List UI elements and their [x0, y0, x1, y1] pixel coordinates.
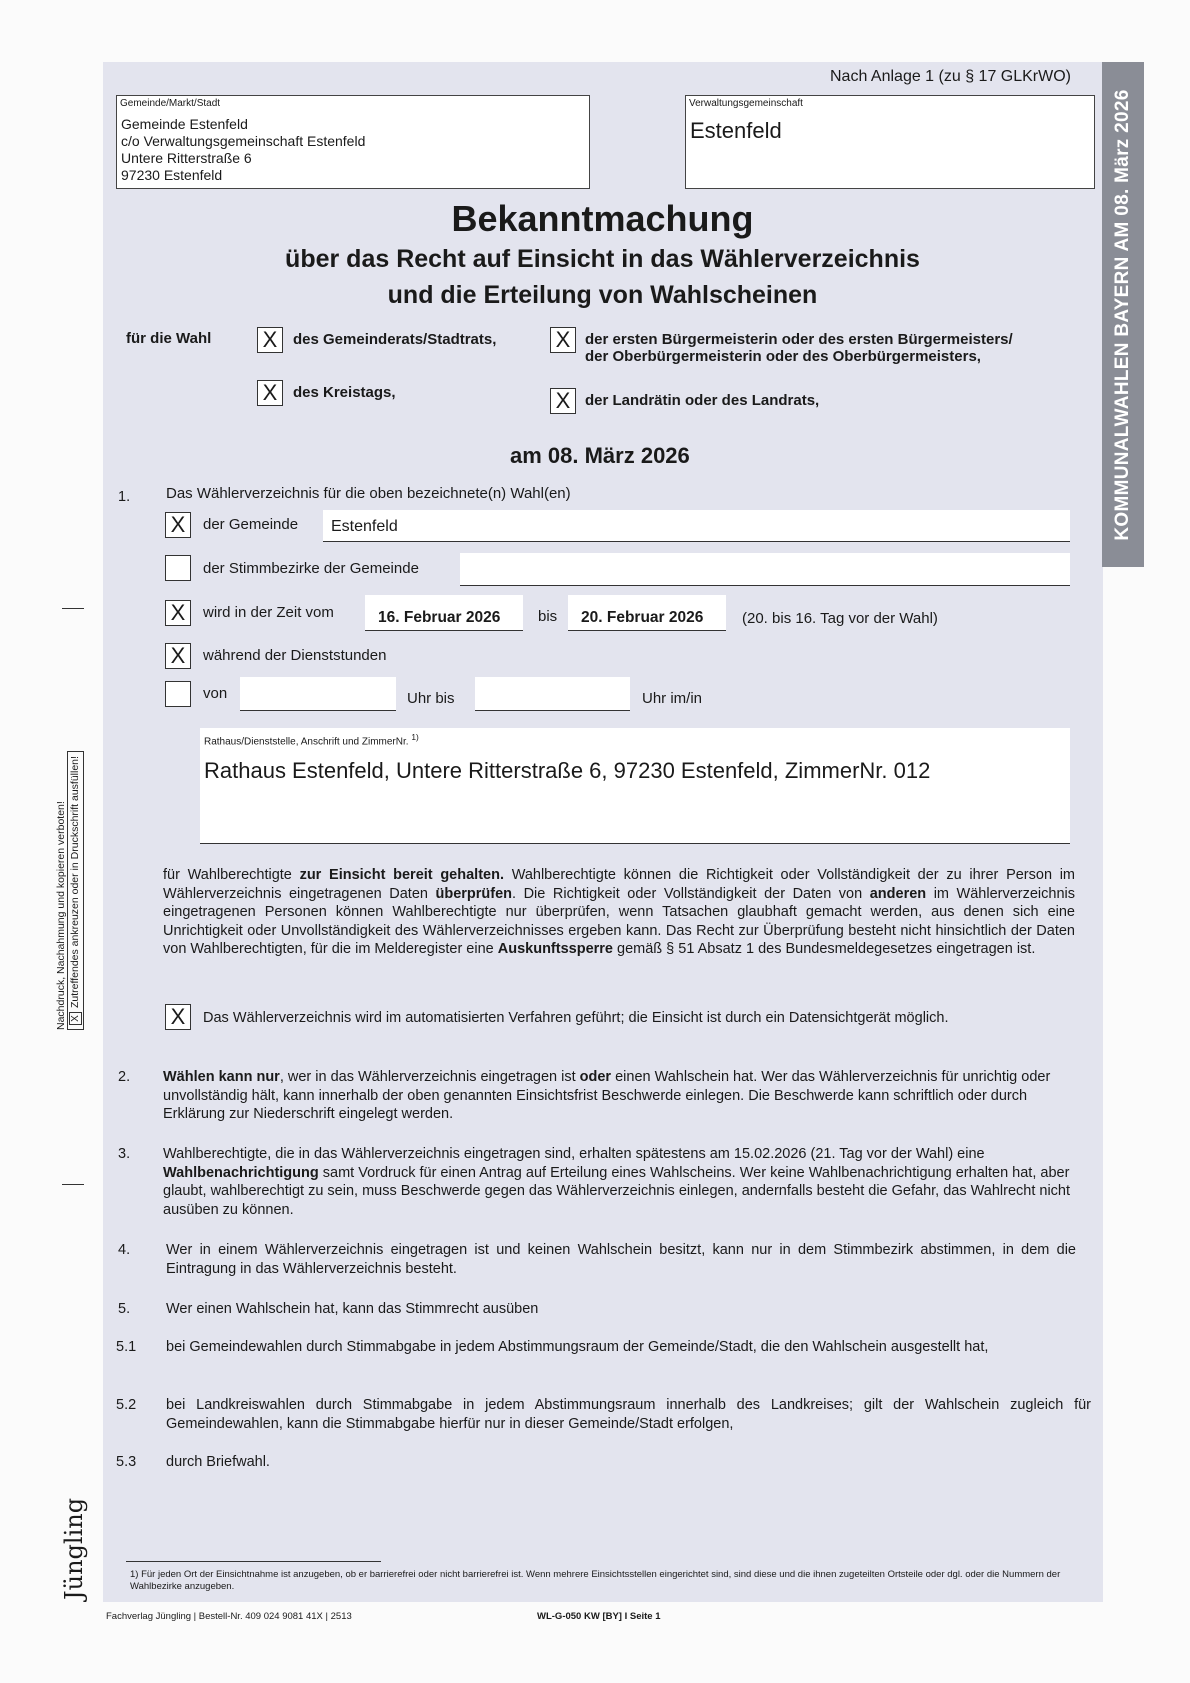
publisher-info: Fachverlag Jüngling | Bestell-Nr. 409 024 9081 41X | 2513 — [106, 1611, 352, 1622]
fold-mark — [62, 608, 84, 609]
place-value: Rathaus Estenfeld, Untere Ritterstraße 6, 97230 Estenfeld, ZimmerNr. 012 — [204, 758, 931, 783]
subtitle-line-1: über das Recht auf Einsicht in das Wählerverzeichnis — [285, 245, 920, 273]
to-date-field[interactable] — [568, 595, 726, 631]
checkbox-district-council[interactable]: X — [257, 380, 283, 406]
address-line: Untere Ritterstraße 6 — [121, 150, 252, 166]
section-2-number: 2. — [118, 1069, 131, 1085]
footnote: 1) Für jeden Ort der Einsichtnahme ist anzugeben, ob er barrierefrei oder nicht barrierefrei ist. Wenn mehrere Einsichtsstellen eingerichtet sind, sind diese und die ihnen zugeteilten Ortsteile oder dgl. oder die Nummern der Wahlbezirke anzugeben. — [130, 1569, 1061, 1592]
checkbox-municipal-council[interactable]: X — [257, 327, 283, 353]
election-for-label: für die Wahl — [126, 330, 212, 347]
checkbox-time[interactable] — [165, 681, 191, 707]
address-line: Gemeinde Estenfeld — [121, 116, 248, 132]
option-mayor-line-1: der ersten Bürgermeisterin oder des ersten Bürgermeisters/ — [585, 331, 1013, 348]
subtitle-line-2: und die Erteilung von Wahlscheinen — [387, 281, 818, 309]
option-district-council: des Kreistags, — [293, 384, 396, 401]
time-to-field[interactable] — [475, 677, 630, 711]
municipality-field-value: Estenfeld — [331, 518, 398, 535]
section-3-number: 3. — [118, 1146, 131, 1162]
section-5-2-number: 5.2 — [116, 1397, 137, 1413]
section-1-paragraph: für Wahlberechtigte zur Einsicht bereit gehalten. Wahlberechtigte können die Richtigkeit oder Vollständigkeit der zu ihrer Person im Wählerverzeichnis eingetragenen Daten überprüfen. Die Richtigkeit oder Vollständigkeit der Daten von anderen im Wählerverzeichnis eingetragenen Personen können Wahlberechtigte nur überprüfen, wenn Tatsachen glaubhaft gemacht werden, aus denen sich eine Unrichtigkeit oder Unvollständigkeit des Wählerverzeichnisses ergeben kann. Das Recht zur Überprüfung besteht nicht hinsichtlich der Daten von Wahlberechtigten, für die im Melderegister eine Auskunftssperre gemäß § 51 Absatz 1 des Bundesmeldegesetzes eingetragen ist. — [163, 867, 1076, 957]
section-5-1-number: 5.1 — [116, 1339, 137, 1355]
admin-box — [685, 95, 1095, 189]
fold-mark — [62, 1184, 84, 1185]
side-banner: KOMMUNALWAHLEN BAYERN AM 08. März 2026 — [1102, 62, 1144, 567]
from-date-value: 16. Februar 2026 — [378, 609, 501, 626]
place-field[interactable] — [200, 728, 1070, 844]
municipality-field-label: der Gemeinde — [203, 516, 299, 533]
section-4-text: Wer in einem Wählerverzeichnis eingetragen ist und keinen Wahlschein besitzt, kann nur in dem Stimmbezirk abstimmen, in dem die Eintragung in das Wählerverzeichnis besteht. — [166, 1242, 1076, 1277]
option-mayor-line-2: der Oberbürgermeisterin oder des Oberbürgermeisters, — [585, 348, 981, 365]
checkbox-district-administrator[interactable]: X — [550, 388, 576, 414]
publisher-logo: Jüngling — [60, 1497, 88, 1600]
districts-field[interactable] — [460, 553, 1070, 586]
municipality-box — [116, 95, 590, 189]
automated-text: Das Wählerverzeichnis wird im automatisierten Verfahren geführt; die Einsicht ist durch ein Datensichtgerät möglich. — [203, 1010, 949, 1026]
section-5-3-text: durch Briefwahl. — [166, 1454, 270, 1470]
section-2-text: Wählen kann nur, wer in das Wählerverzeichnis eingetragen ist oder einen Wahlschein hat. Wer das Wählerverzeichnis für unrichtig oder unvollständig hält, kann innerhalb der oben genannten Einsichtsfrist Beschwerde einlegen. Die Beschwerde kann schriftlich oder durch Erklärung zur Niederschrift eingelegt werden. — [163, 1069, 1051, 1122]
option-mayor — [585, 331, 1013, 365]
municipality-field[interactable] — [323, 510, 1070, 542]
section-3-text: Wahlberechtigte, die in das Wählerverzeichnis eingetragen sind, erhalten spätestens am 15.02.2026 (21. Tag vor der Wahl) eine Wahlbenachrichtigung samt Vordruck für einen Antrag auf Erteilung eines Wahlscheins. Wer keine Wahlbenachrichtigung erhalten hat, aber glaubt, wahlberechtigt zu sein, muss Beschwerde gegen das Wählerverzeichnis einlegen, andernfalls besteht die Gefahr, das Wahlrecht nicht ausüben zu können. — [163, 1146, 1071, 1218]
municipality-address — [121, 116, 365, 184]
address-line: c/o Verwaltungsgemeinschaft Estenfeld — [121, 133, 366, 149]
admin-value: Estenfeld — [690, 118, 782, 143]
period-label: wird in der Zeit vom — [203, 604, 334, 621]
section-4-number: 4. — [118, 1242, 131, 1258]
checkbox-office-hours[interactable]: X — [165, 643, 191, 669]
section-5-text: Wer einen Wahlschein hat, kann das Stimmrecht ausüben — [166, 1301, 539, 1317]
section-1-intro: Das Wählerverzeichnis für die oben bezeichnete(n) Wahl(en) — [166, 485, 571, 502]
checkbox-districts[interactable] — [165, 555, 191, 581]
period-note: (20. bis 16. Tag vor der Wahl) — [742, 610, 938, 627]
municipality-label: Gemeinde/Markt/Stadt — [120, 98, 221, 109]
section-1-number: 1. — [118, 489, 131, 505]
time-from-label: von — [203, 685, 228, 702]
time-from-field[interactable] — [240, 677, 396, 711]
to-label: bis — [538, 608, 558, 625]
annex-reference: Nach Anlage 1 (zu § 17 GLKrWO) — [830, 68, 1071, 85]
place-footnote-ref: 1) — [411, 732, 419, 742]
admin-label: Verwaltungsgemeinschaft — [689, 98, 803, 109]
districts-field-label: der Stimmbezirke der Gemeinde — [203, 560, 419, 577]
checkbox-municipality[interactable]: X — [165, 512, 191, 538]
time-place-label: Uhr im/in — [642, 690, 703, 707]
checkbox-period[interactable]: X — [165, 600, 191, 626]
checkbox-mayor[interactable]: X — [550, 327, 576, 353]
election-date: am 08. März 2026 — [510, 443, 690, 468]
option-municipal-council: des Gemeinderats/Stadtrats, — [293, 331, 497, 348]
option-district-administrator: der Landrätin oder des Landrats, — [585, 392, 820, 409]
fill-notice: XZutreffendes ankreuzen oder in Druckschrift ausfüllen! — [67, 751, 84, 1030]
office-hours-label: während der Dienststunden — [203, 647, 387, 664]
place-label: Rathaus/Dienststelle, Anschrift und ZimmerNr. $^{1)}$ — [204, 732, 419, 748]
checkbox-automated[interactable]: X — [165, 1004, 191, 1030]
form-id: WL-G-050 KW [BY] I Seite 1 — [537, 1611, 661, 1622]
address-line: 97230 Estenfeld — [121, 167, 223, 183]
section-5-1-text: bei Gemeindewahlen durch Stimmabgabe in jedem Abstimmungsraum der Gemeinde/Stadt, die den Wahlschein ausgestellt hat, — [166, 1339, 989, 1355]
to-date-value: 20. Februar 2026 — [581, 609, 704, 626]
from-date-field[interactable] — [365, 595, 523, 631]
section-5-number: 5. — [118, 1301, 131, 1317]
section-5-2-text: bei Landkreiswahlen durch Stimmabgabe in jedem Abstimmungsraum innerhalb des Landkreises; gilt der Wahlschein zugleich für Gemeindewahlen, kann die Stimmabgabe hierfür nur in dieser Gemeinde/Stadt erfolgen, — [166, 1397, 1091, 1432]
page-title: Bekanntmachung — [451, 198, 754, 239]
section-5-3-number: 5.3 — [116, 1454, 137, 1470]
footnote-divider — [126, 1561, 381, 1562]
time-to-label: Uhr bis — [407, 690, 455, 707]
fill-notice-checkbox: X — [69, 1012, 82, 1025]
copy-notice: Nachdruck, Nachahmung und kopieren verboten! — [55, 801, 67, 1030]
